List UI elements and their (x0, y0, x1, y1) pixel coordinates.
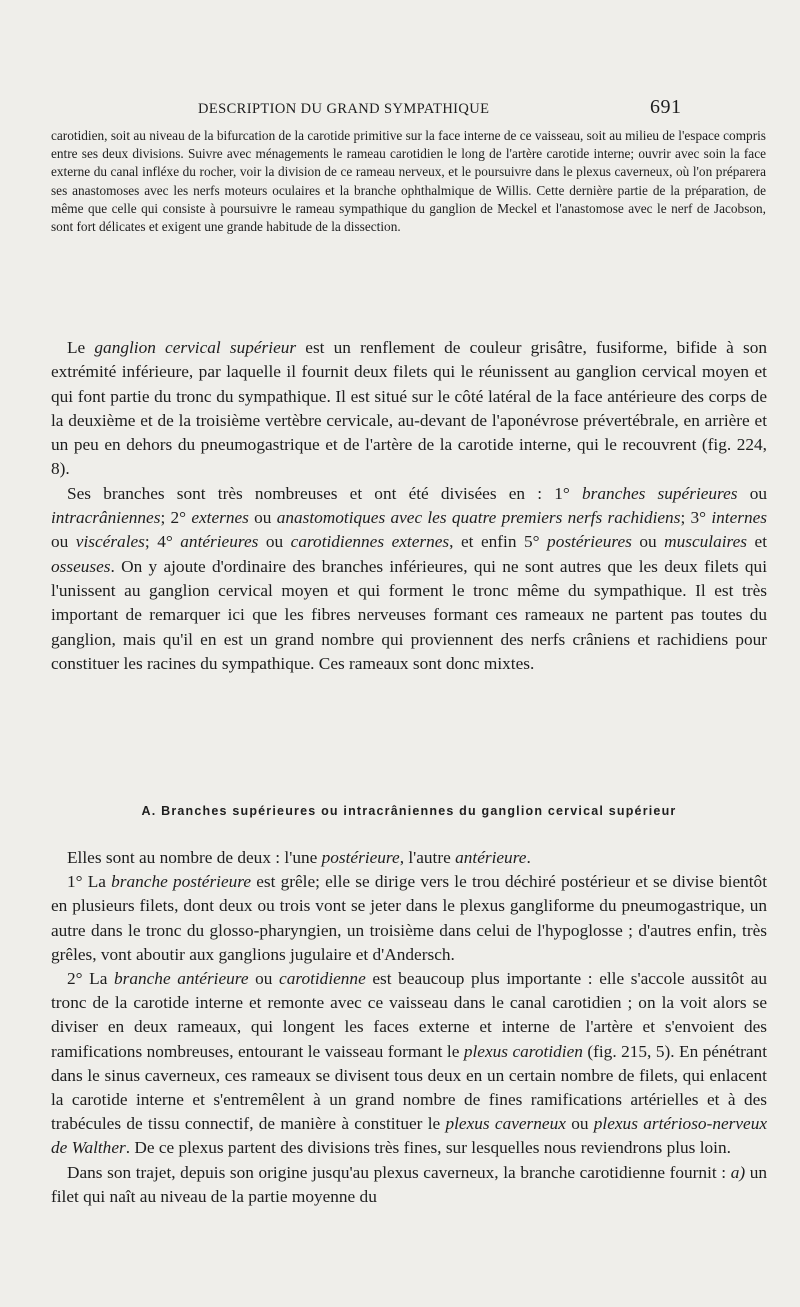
section-heading: A. Branches supérieures ou intracrâniennes du ganglion cervical supérieur (141, 804, 677, 818)
paragraph-carotid-course: Dans son trajet, depuis son origine jusqu'au plexus caverneux, la branche carotidienne fournit : a) un filet qui naît au niveau de la partie moyenne du (51, 1162, 768, 1206)
small-print-paragraph (51, 127, 766, 236)
main-text-block (51, 336, 767, 676)
page-number: 691 (650, 96, 682, 118)
dissection-instructions: carotidien, soit au niveau de la bifurcation de la carotide primitive sur la face interne de ce vaisseau, soit au milieu de l'espace compris entre ses deux divisions. Suivre avec ménagements le rameau carotidien le long de l'artère carotide interne; ouvrir avec soin la face externe du canal infléxe du rocher, voir la division de ce rameau nerveux, et le poursuivre dans le plexus caverneux, où l'on préparera ses anastomoses avec les nerfs moteurs oculaires et la branche ophthalmique de Willis. Cette dernière partie de la préparation, de même que celle qui consiste à poursuivre le rameau sympathique du ganglion de Meckel et l'anastomose avec le nerf de Jacobson, sont fort délicates et exigent une grande habitude de la dissection. (51, 128, 766, 235)
paragraph-branches-list: Ses branches sont très nombreuses et ont été divisées en : 1° branches supérieures ou intracrâniennes; 2° externes ou anastomotiques avec les quatre premiers nerfs rachidiens; 3° internes ou viscérales; 4° antérieures ou carotidiennes externes, et enfin 5° postérieures ou musculaires et osseuses. On y ajoute d'ordinaire des branches inférieures, qui ne sont autres que les deux filets qui l'unissent au ganglion cervical moyen et qui forment le tronc même du sympathique. Il est très important de remarquer ici que les fibres nerveuses formant ces rameaux ne partent pas toutes du ganglion, mais qu'il en est un grand nombre qui proviennent des nerfs crâniens et rachidiens pour constituer les racines du sympathique. Ces rameaux sont donc mixtes. (51, 483, 768, 673)
running-title: DESCRIPTION DU GRAND SYMPATHIQUE (198, 101, 490, 117)
paragraph-ganglion-description: Le ganglion cervical supérieur est un renflement de couleur grisâtre, fusiforme, bifide à son extrémité inférieure, par laquelle il fournit deux filets qui le réunissent au ganglion cervical moyen et qui font partie du tronc du sympathique. Il est situé sur le côté latéral de la face antérieure des corps de la deuxième et de la troisième vertèbre cervicale, au-devant de l'aponévrose prévertébrale, en arrière et un peu en dehors du pneumogastrique et de l'artère de la carotide interne, qui le recouvrent (fig. 224, 8). (51, 338, 767, 479)
paragraph-posterior-branch: 1° La branche postérieure est grêle; elle se dirige vers le trou déchiré postérieur et se divise bientôt en plusieurs filets, dont deux ou trois vont se jeter dans le plexus gangliforme du pneumogastrique, un autre dans le tronc du glosso-pharyngien, un troisième dans celui de l'hypoglosse ; d'autres enfin, très grêles, vont aboutir aux ganglions jugulaire et d'Andersch. (51, 872, 767, 964)
paragraph-two-branches: Elles sont au nombre de deux : l'une postérieure, l'autre antérieure. (67, 848, 531, 867)
paragraph-anterior-branch: 2° La branche antérieure ou carotidienne est beaucoup plus importante : elle s'accole aussitôt au tronc de la carotide interne et remonte avec ce vaisseau dans le canal carotidien ; on la voit alors se diviser en deux rameaux, qui longent les faces externe et interne de l'artère et s'envoient des ramifications nombreuses, entourant le vaisseau formant le plexus carotidien (fig. 215, 5). En pénétrant dans le sinus caverneux, ces rameaux se divisent tous deux en un certain nombre de filets, qui enlacent la carotide interne et s'entremêlent à un grand nombre de fines ramifications artérielles et à des trabécules de tissu connectif, de manière à constituer le plexus caverneux ou plexus artérioso-nerveux de Walther. De ce plexus partent des divisions très fines, sur lesquelles nous reviendrons plus loin. (51, 969, 768, 1158)
section-text-block (51, 846, 767, 1209)
